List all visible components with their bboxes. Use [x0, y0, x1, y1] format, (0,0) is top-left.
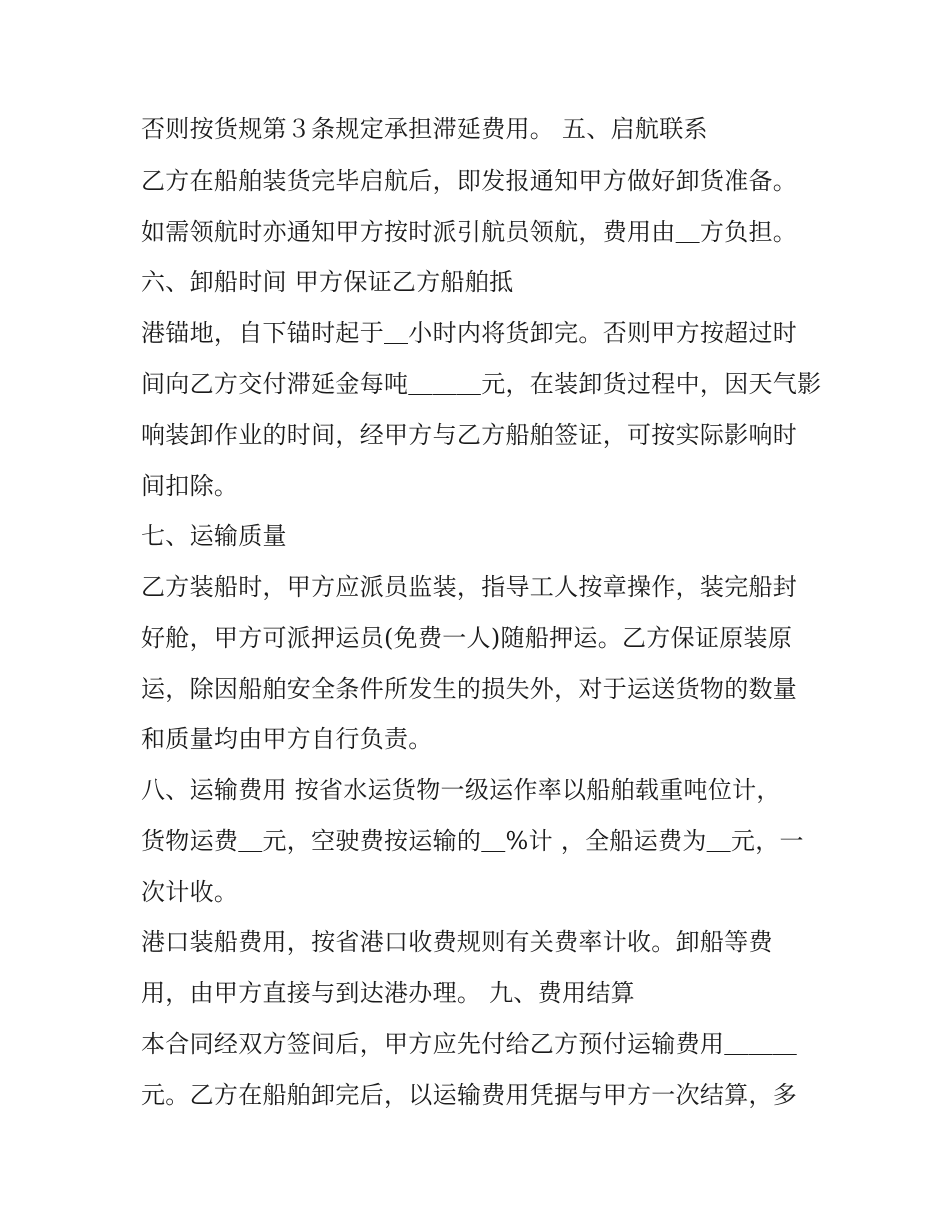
- text-line: 次计收。: [141, 878, 239, 906]
- text-line: 乙方在船舶装货完毕启航后，即发报通知甲方做好卸货准备。: [141, 167, 798, 195]
- text-line: 港口装船费用，按省港口收费规则有关费率计收。卸船等费: [141, 928, 773, 956]
- text-line: 乙方装船时，甲方应派员监装，指导工人按章操作，装完船封: [141, 573, 798, 601]
- text-line: 六、卸船时间 甲方保证乙方船舶抵: [141, 268, 514, 296]
- text-line: 响装卸作业的时间，经甲方与乙方船舶签证，可按实际影响时: [141, 421, 798, 449]
- text-line: 货物运费＿元，空驶费按运输的＿%计 ，全船运费为＿元，一: [141, 827, 804, 855]
- text-line: 和质量均由甲方自行负责。: [141, 725, 433, 753]
- text-line: 运，除因船舶安全条件所发生的损失外，对于运送货物的数量: [141, 675, 798, 703]
- text-line: 如需领航时亦通知甲方按时派引航员领航，费用由＿方负担。: [141, 218, 798, 246]
- text-line: 八、运输费用 按省水运货物一级运作率以船舶载重吨位计，: [141, 776, 781, 804]
- text-line: 元。乙方在船舶卸完后，以运输费用凭据与甲方一次结算，多: [141, 1081, 798, 1109]
- text-line: 间扣除。: [141, 472, 239, 500]
- text-line: 间向乙方交付滞延金每吨＿＿＿元，在装卸货过程中，因天气影: [141, 370, 822, 398]
- text-line: 好舱，甲方可派押运员(免费一人)随船押运。乙方保证原装原: [141, 624, 793, 652]
- text-line: 用，由甲方直接与到达港办理。 九、费用结算: [141, 979, 635, 1007]
- text-line: 否则按货规第３条规定承担滞延费用。 五、启航联系: [141, 115, 708, 143]
- text-line: 七、运输质量: [141, 522, 287, 550]
- text-line: 港锚地，自下锚时起于＿小时内将货卸完。否则甲方按超过时: [141, 319, 798, 347]
- text-line: 本合同经双方签间后，甲方应先付给乙方预付运输费用＿＿＿: [141, 1030, 798, 1058]
